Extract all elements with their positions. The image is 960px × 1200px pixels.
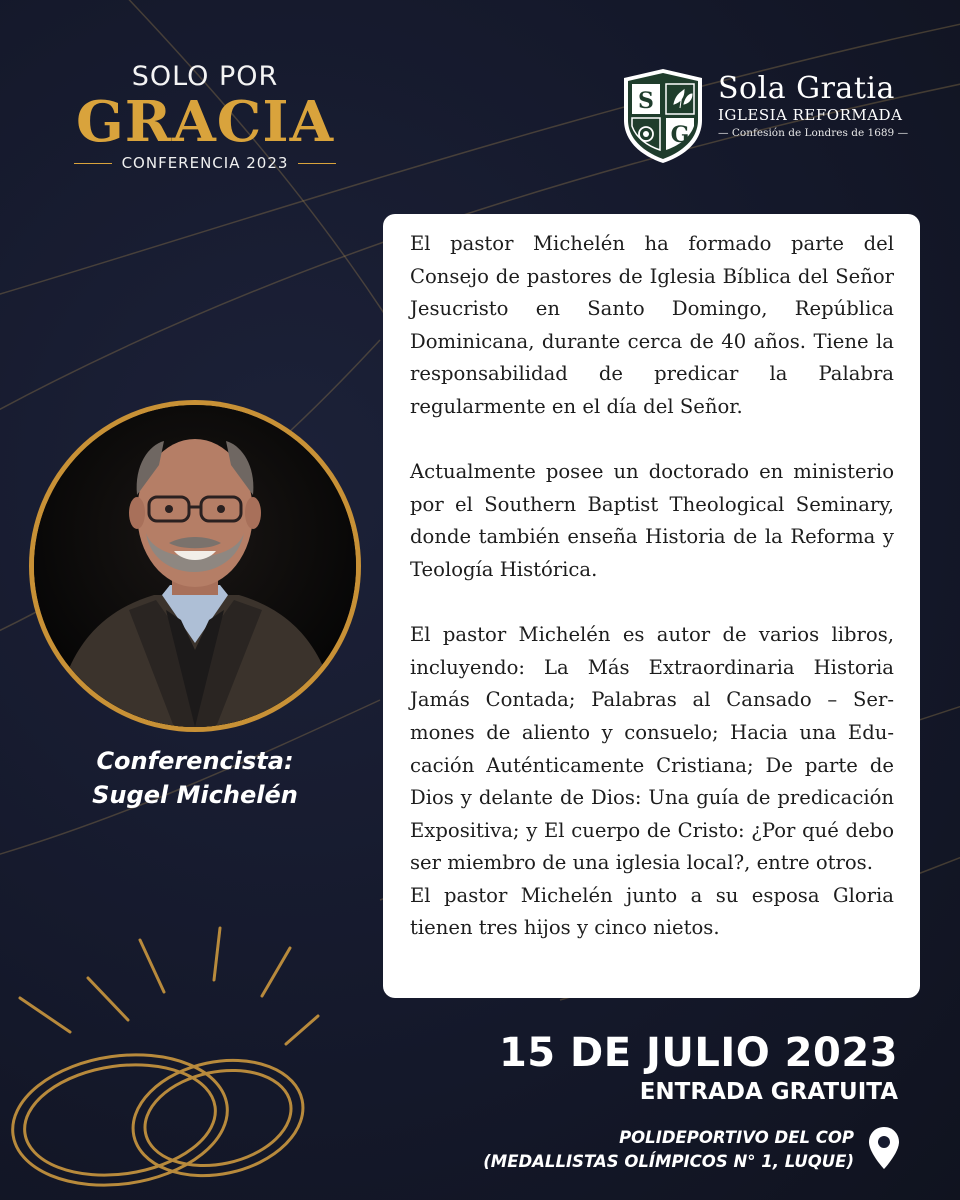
speaker-role: Conferencista: [96, 747, 294, 775]
venue-name: POLIDEPORTIVO DEL COP [619, 1128, 854, 1147]
location-pin-icon [868, 1126, 900, 1170]
shield-letter-g: G [670, 122, 690, 148]
event-title-top: SOLO POR [131, 61, 279, 92]
event-logo [60, 62, 350, 172]
wedding-rings-icon [0, 920, 330, 1200]
event-subtitle-text: CONFERENCIA 2023 [121, 154, 289, 172]
speaker-name: Sugel Michelén [92, 781, 298, 809]
divider-right [298, 163, 336, 164]
church-shield-icon [622, 68, 704, 164]
event-date: 15 DE JULIO 2023 [498, 1030, 898, 1076]
church-text [718, 72, 908, 142]
bio-card [383, 214, 920, 998]
church-name: Sola Gratia [718, 71, 895, 106]
bio-paragraph-3: El pastor Michelén es autor de varios libros, incluyendo: La Más Extraordinaria Historia Jamás Contada; Palabras al Cansado – Sermones de aliento y consuelo; Hacia una Educación Auténticamente Cristiana; De parte de Dios y delante de Dios: Una guía de predicación Expositiva; y El cuerpo de Cristo: ¿Por qué debo ser miembro de una iglesia local?, entre otros. [410, 623, 894, 875]
divider-left [74, 163, 112, 164]
bio-paragraph-1: El pastor Michelén ha formado parte del Consejo de pastores de Iglesia Bíblica del Señor Jesucristo en Santo Domingo, República Dominicana, durante cerca de 40 años. Tiene la responsabilidad de predicar la Palabra regularmente en el día del Señor. [410, 232, 894, 418]
church-subtitle: IGLESIA REFORMADA [718, 106, 903, 124]
shield-letter-s: S [638, 88, 654, 114]
speaker-photo [34, 405, 356, 727]
event-title-main: GRACIA [75, 89, 335, 155]
venue-address: (MEDALLISTAS OLÍMPICOS N° 1, LUQUE) [483, 1152, 854, 1171]
venue [483, 1126, 854, 1174]
event-subtitle [60, 154, 350, 172]
entry-info: ENTRADA GRATUITA [639, 1079, 898, 1105]
speaker-photo-frame [29, 400, 361, 732]
bio-paragraph-4: El pastor Michelén junto a su esposa Gloria tienen tres hijos y cinco nietos. [410, 883, 894, 940]
church-logo [622, 66, 912, 166]
speaker-portrait-illustration [34, 405, 356, 727]
bio-paragraph-2: Actualmente posee un doctorado en ministerio por el Southern Baptist Theological Seminary, donde también enseña Historia de la Reforma y Teología Histórica. [410, 460, 894, 581]
church-confession: — Confesión de Londres de 1689 — [718, 127, 909, 139]
